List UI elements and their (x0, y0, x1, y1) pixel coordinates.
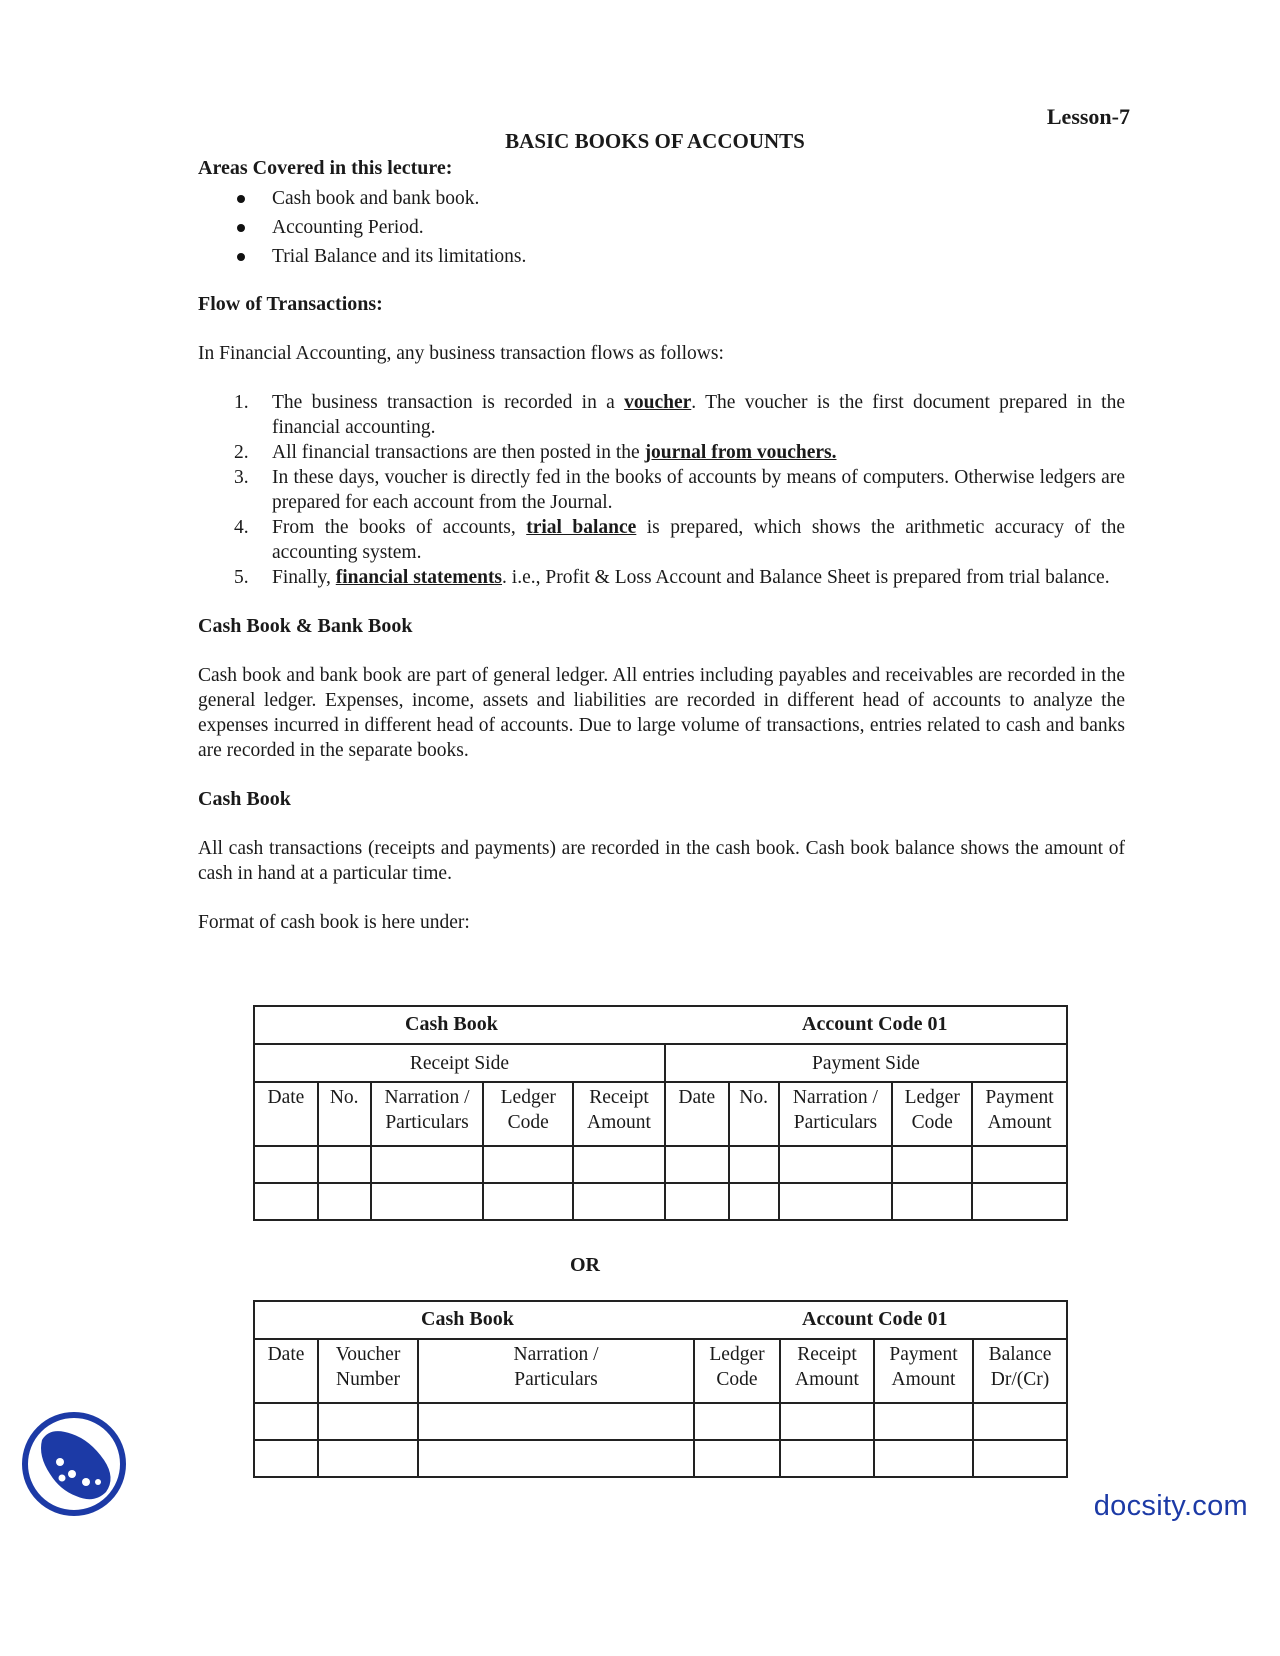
column-header: Receipt Amount (780, 1339, 874, 1403)
column-header: Receipt Amount (573, 1082, 665, 1146)
table-header-row (254, 1339, 1067, 1403)
column-header: Ledger Code (483, 1082, 573, 1146)
column-header: Balance Dr/(Cr) (973, 1339, 1067, 1403)
table-title: Cash Book (405, 1013, 498, 1035)
flow-steps (198, 390, 1125, 590)
list-item: Trial Balance and its limitations. (198, 242, 1125, 271)
column-header: Date (665, 1082, 729, 1146)
list-item: 3. In these days, voucher is directly fed in the books of accounts by means of computers. Otherwise ledgers are prepared for each account from the Journal. (234, 467, 1125, 513)
docsity-logo-icon (20, 1410, 128, 1518)
table-title-row (254, 1301, 1067, 1339)
or-separator: OR (570, 1254, 600, 1276)
column-header: Date (254, 1082, 318, 1146)
account-code: Account Code 01 (802, 1013, 948, 1035)
key-term: journal from vouchers. (644, 442, 837, 463)
bullet-icon (237, 224, 245, 232)
column-header: Payment Amount (874, 1339, 973, 1403)
cash-bank-heading: Cash Book & Bank Book (198, 615, 413, 637)
receipt-side-header: Receipt Side (254, 1044, 665, 1082)
key-term: voucher (624, 392, 692, 413)
cash-book-table-2 (253, 1300, 1068, 1478)
key-term: financial statements (335, 567, 503, 588)
cash-book-paragraph: All cash transactions (receipts and payments) are recorded in the cash book. Cash book balance shows the amount of cash in hand at a particular time. (198, 838, 1125, 884)
list-item: Accounting Period. (198, 213, 1125, 242)
table-title: Cash Book (421, 1308, 514, 1330)
column-header: Ledger Code (892, 1082, 972, 1146)
page-title: BASIC BOOKS OF ACCOUNTS (505, 129, 805, 153)
cash-book-table-1 (253, 1005, 1068, 1221)
key-term: trial balance (526, 517, 637, 538)
table-title-row (254, 1006, 1067, 1044)
lesson-number: Lesson-7 (1046, 104, 1130, 129)
areas-heading: Areas Covered in this lecture: (198, 157, 453, 179)
list-item: Cash book and bank book. (198, 184, 1125, 213)
column-header: Ledger Code (694, 1339, 780, 1403)
list-item: 1. The business transaction is recorded in a voucher. The voucher is the first document prepared in the financial accounting. (234, 392, 1125, 438)
table-row (254, 1403, 1067, 1440)
list-item: 4. From the books of accounts, trial balance is prepared, which shows the arithmetic accuracy of the accounting system. (234, 517, 1125, 563)
cash-bank-paragraph: Cash book and bank book are part of general ledger. All entries including payables and receivables are recorded in the general ledger. Expenses, income, assets and liabilities are recorded in different head of accounts to analyze the expenses incurred in different head of accounts. Due to large volume of transactions, entries related to cash and banks are recorded in the separate books. (198, 665, 1125, 761)
table-side-row (254, 1044, 1067, 1082)
list-item: 5. Finally, financial statements. i.e., Profit & Loss Account and Balance Sheet is prepared from trial balance. (234, 567, 1110, 588)
cash-book-heading: Cash Book (198, 788, 291, 810)
column-header: Narration / Particulars (418, 1339, 694, 1403)
payment-side-header: Payment Side (665, 1044, 1067, 1082)
account-code: Account Code 01 (802, 1308, 948, 1330)
column-header: No. (318, 1082, 371, 1146)
document-body (198, 156, 1125, 935)
column-header: No. (729, 1082, 779, 1146)
column-header: Payment Amount (972, 1082, 1067, 1146)
docsity-link[interactable]: docsity.com (1093, 1490, 1248, 1522)
list-item: 2. All financial transactions are then posted in the journal from vouchers. (234, 442, 837, 463)
column-header: Narration / Particulars (371, 1082, 484, 1146)
areas-list (198, 184, 1125, 271)
bullet-icon (237, 195, 245, 203)
column-header: Date (254, 1339, 318, 1403)
column-header: Voucher Number (318, 1339, 418, 1403)
table-row (254, 1440, 1067, 1477)
flow-intro: In Financial Accounting, any business transaction flows as follows: (198, 343, 724, 364)
table-row (254, 1183, 1067, 1220)
bullet-icon (237, 253, 245, 261)
table-row (254, 1146, 1067, 1183)
table-header-row (254, 1082, 1067, 1146)
flow-heading: Flow of Transactions: (198, 293, 383, 315)
column-header: Narration / Particulars (779, 1082, 893, 1146)
format-line: Format of cash book is here under: (198, 912, 470, 933)
